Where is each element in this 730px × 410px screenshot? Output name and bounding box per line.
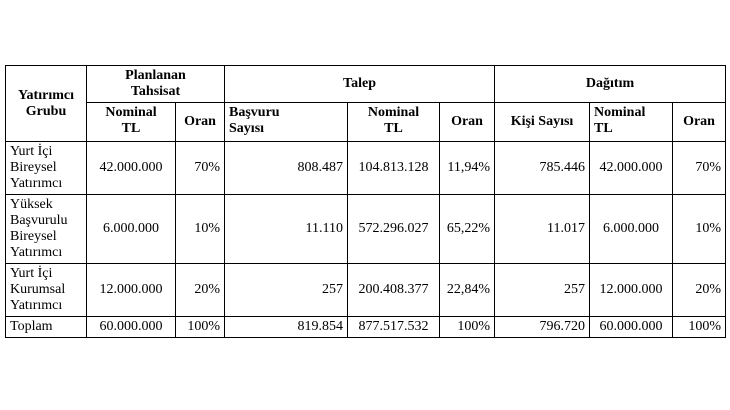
demand-ratio-cell: 11,94% bbox=[440, 142, 495, 195]
table-row bbox=[6, 264, 726, 317]
demand-nominal-header-line2: TL bbox=[384, 121, 403, 136]
distribution-nominal-header-line2: TL bbox=[594, 121, 613, 136]
total-label: Toplam bbox=[6, 317, 87, 338]
demand-header: Talep bbox=[225, 66, 495, 103]
demand-nominal-cell: 200.408.377 bbox=[348, 264, 440, 317]
table-row bbox=[6, 142, 726, 195]
investor-group-header bbox=[6, 66, 87, 142]
investor-group-line: Bireysel bbox=[10, 229, 57, 244]
distribution-nominal-cell: 6.000.000 bbox=[590, 195, 673, 264]
planned-ratio-cell: 20% bbox=[176, 264, 225, 317]
distribution-ratio-cell: 20% bbox=[673, 264, 726, 317]
investor-group-line: Kurumsal bbox=[10, 282, 66, 297]
investor-group-line: Başvurulu bbox=[10, 213, 68, 228]
planned-allocation-header-line1: Planlanan bbox=[125, 68, 186, 83]
distribution-nominal-cell: 12.000.000 bbox=[590, 264, 673, 317]
persons-cell: 785.446 bbox=[495, 142, 590, 195]
demand-ratio-cell: 22,84% bbox=[440, 264, 495, 317]
investor-group-cell bbox=[6, 264, 87, 317]
total-persons: 796.720 bbox=[495, 317, 590, 338]
planned-allocation-header-line2: Tahsisat bbox=[130, 84, 181, 99]
distribution-header: Dağıtım bbox=[495, 66, 726, 103]
distribution-ratio-cell: 10% bbox=[673, 195, 726, 264]
applications-cell: 11.110 bbox=[225, 195, 348, 264]
applications-header bbox=[225, 103, 348, 142]
demand-ratio-cell: 65,22% bbox=[440, 195, 495, 264]
planned-nominal-cell: 6.000.000 bbox=[87, 195, 176, 264]
distribution-ratio-header: Oran bbox=[673, 103, 726, 142]
investor-group-header-line1: Yatırımcı bbox=[18, 87, 74, 103]
table-row bbox=[6, 195, 726, 264]
investor-group-cell bbox=[6, 195, 87, 264]
applications-cell: 808.487 bbox=[225, 142, 348, 195]
applications-header-line1: Başvuru bbox=[229, 105, 280, 120]
planned-nominal-header-line1: Nominal bbox=[105, 105, 157, 120]
investor-group-line: Yurt İçi bbox=[10, 144, 53, 159]
persons-cell: 11.017 bbox=[495, 195, 590, 264]
total-distribution-nominal: 60.000.000 bbox=[590, 317, 673, 338]
total-applications: 819.854 bbox=[225, 317, 348, 338]
total-row bbox=[6, 317, 726, 338]
allocation-table bbox=[5, 65, 726, 338]
investor-group-header-line2: Grubu bbox=[25, 103, 67, 119]
investor-group-line: Yatırımcı bbox=[10, 298, 63, 313]
investor-group-line: Bireysel bbox=[10, 160, 57, 175]
planned-allocation-header bbox=[87, 66, 225, 103]
total-demand-ratio: 100% bbox=[440, 317, 495, 338]
total-distribution-ratio: 100% bbox=[673, 317, 726, 338]
planned-ratio-header: Oran bbox=[176, 103, 225, 142]
demand-nominal-cell: 572.296.027 bbox=[348, 195, 440, 264]
total-planned-ratio: 100% bbox=[176, 317, 225, 338]
distribution-ratio-cell: 70% bbox=[673, 142, 726, 195]
applications-header-line2: Sayısı bbox=[229, 121, 265, 136]
total-planned-nominal: 60.000.000 bbox=[87, 317, 176, 338]
demand-nominal-header bbox=[348, 103, 440, 142]
demand-nominal-cell: 104.813.128 bbox=[348, 142, 440, 195]
applications-cell: 257 bbox=[225, 264, 348, 317]
demand-nominal-header-line1: Nominal bbox=[367, 105, 420, 120]
header-row-1 bbox=[6, 66, 726, 103]
total-demand-nominal: 877.517.532 bbox=[348, 317, 440, 338]
investor-group-line: Yüksek bbox=[10, 197, 53, 212]
distribution-nominal-header bbox=[590, 103, 673, 142]
investor-group-line: Yatırımcı bbox=[10, 245, 63, 260]
distribution-nominal-cell: 42.000.000 bbox=[590, 142, 673, 195]
investor-group-cell bbox=[6, 142, 87, 195]
persons-cell: 257 bbox=[495, 264, 590, 317]
investor-group-line: Yatırımcı bbox=[10, 176, 63, 191]
persons-header: Kişi Sayısı bbox=[495, 103, 590, 142]
planned-nominal-header-line2: TL bbox=[121, 121, 141, 136]
planned-nominal-header bbox=[87, 103, 176, 142]
planned-ratio-cell: 70% bbox=[176, 142, 225, 195]
demand-ratio-header: Oran bbox=[440, 103, 495, 142]
planned-nominal-cell: 42.000.000 bbox=[87, 142, 176, 195]
planned-ratio-cell: 10% bbox=[176, 195, 225, 264]
header-row-2 bbox=[6, 103, 726, 142]
investor-group-line: Yurt İçi bbox=[10, 266, 53, 281]
planned-nominal-cell: 12.000.000 bbox=[87, 264, 176, 317]
distribution-nominal-header-line1: Nominal bbox=[594, 105, 646, 120]
